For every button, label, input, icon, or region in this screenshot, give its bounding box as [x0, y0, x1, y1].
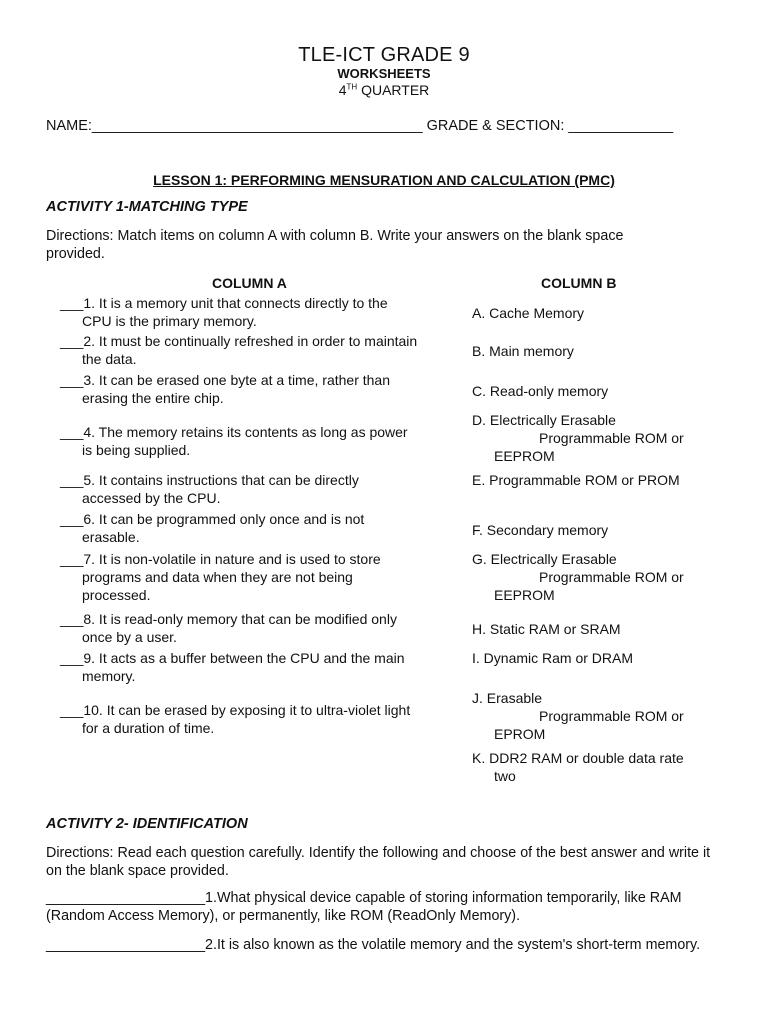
activity1-directions: Directions: Match items on column A with column B. Write your answers on the blank space provided. — [46, 228, 624, 262]
column-a-item-5 — [60, 471, 460, 507]
column-a-item-text: CPU is the primary memory. — [82, 313, 257, 329]
column-a-item-text: is being supplied. — [82, 442, 191, 458]
identification-question-1: ____________________1.What physical device capable of storing information temporarily, like RAM (Random Access Memory), or permanently, like ROM (ReadOnly Memory). — [46, 890, 682, 924]
column-b-item-text: two — [494, 768, 516, 784]
column-b-item-k — [472, 749, 684, 785]
identification-question-2: ____________________2.It is also known as the volatile memory and the system's short-term memory. — [46, 937, 701, 953]
column-b-item-text: Programmable ROM or — [539, 430, 684, 446]
activity1-heading: ACTIVITY 1-MATCHING TYPE — [46, 199, 248, 215]
column-b-item-i: I. Dynamic Ram or DRAM — [472, 650, 634, 666]
column-a-item-text: once by a user. — [82, 629, 177, 645]
column-b-item-text: EEPROM — [494, 587, 555, 603]
column-a-item-8 — [60, 610, 460, 646]
lesson-title: LESSON 1: PERFORMING MENSURATION AND CALCULATION (PMC) — [153, 172, 615, 188]
column-b-item-text: K. DDR2 RAM or double data rate — [472, 750, 684, 766]
quarter-label — [0, 82, 768, 98]
quarter-superscript: TH — [346, 82, 358, 92]
column-a-item-text: erasable. — [82, 529, 140, 545]
column-a-item-text: ___9. It acts as a buffer between the CPU and the main — [60, 650, 405, 666]
column-a-item-text: programs and data when they are not being — [82, 569, 353, 585]
column-b-item-text: EEPROM — [494, 448, 555, 464]
column-a-item-text: ___8. It is read-only memory that can be modified only — [60, 611, 397, 627]
activity2-directions: Directions: Read each question carefully. Identify the following and choose of the best answer and write it on the blank space provided. — [46, 845, 711, 879]
column-a-item-text: the data. — [82, 351, 137, 367]
column-a-item-3 — [60, 371, 460, 407]
column-a-item-text: memory. — [82, 668, 136, 684]
column-a-heading: COLUMN A — [212, 275, 287, 291]
column-a-item-text: ___4. The memory retains its contents as long as power — [60, 424, 408, 440]
worksheet-title: TLE-ICT GRADE 9 — [298, 44, 470, 66]
column-a-item-4 — [60, 423, 460, 459]
column-a-item-1 — [60, 294, 460, 330]
column-a-item-text: erasing the entire chip. — [82, 390, 224, 406]
column-a-item-6 — [60, 510, 460, 546]
column-a-item-9 — [60, 649, 460, 685]
column-a-item-text: ___6. It can be programmed only once and is not — [60, 511, 365, 527]
name-grade-section-line: NAME:_________________________________________ GRADE & SECTION: _____________ — [46, 118, 674, 134]
column-b-item-g — [472, 550, 684, 604]
column-a-item-text: ___10. It can be erased by exposing it to ultra-violet light — [60, 702, 411, 718]
column-b-item-text: G. Electrically Erasable — [472, 551, 617, 567]
column-b-item-h: H. Static RAM or SRAM — [472, 621, 621, 637]
column-a-item-text: ___3. It can be erased one byte at a time, rather than — [60, 372, 390, 388]
column-b-item-text: D. Electrically Erasable — [472, 412, 616, 428]
column-b-item-text: Programmable ROM or — [539, 569, 684, 585]
column-a-item-text: ___2. It must be continually refreshed in order to maintain — [60, 333, 418, 349]
column-b-item-j — [472, 689, 684, 743]
activity2-heading: ACTIVITY 2- IDENTIFICATION — [46, 816, 248, 832]
column-a-item-text: for a duration of time. — [82, 720, 215, 736]
worksheet-subtitle: WORKSHEETS — [337, 66, 431, 81]
column-b-item-text: J. Erasable — [472, 690, 543, 706]
column-a-item-2 — [60, 332, 460, 368]
column-a-item-7 — [60, 550, 460, 604]
column-b-heading: COLUMN B — [541, 275, 617, 291]
column-b-item-a: A. Cache Memory — [472, 305, 585, 321]
quarter-number: 4 — [338, 82, 347, 98]
column-a-item-text: ___7. It is non-volatile in nature and is used to store — [60, 551, 381, 567]
column-b-item-b: B. Main memory — [472, 343, 574, 359]
column-b-item-c: C. Read-only memory — [472, 383, 609, 399]
column-b-item-text: Programmable ROM or — [539, 708, 684, 724]
column-a-item-text: accessed by the CPU. — [82, 490, 221, 506]
column-b-item-f: F. Secondary memory — [472, 522, 609, 538]
column-a-item-text: ___5. It contains instructions that can be directly — [60, 472, 359, 488]
column-b-item-text: EPROM — [494, 726, 546, 742]
column-b-item-e: E. Programmable ROM or PROM — [472, 472, 680, 488]
column-a-item-text: ___1. It is a memory unit that connects directly to the — [60, 295, 388, 311]
column-a-item-text: processed. — [82, 587, 151, 603]
column-b-item-d — [472, 411, 684, 465]
column-a-item-10 — [60, 701, 460, 737]
quarter-word: QUARTER — [361, 82, 430, 98]
